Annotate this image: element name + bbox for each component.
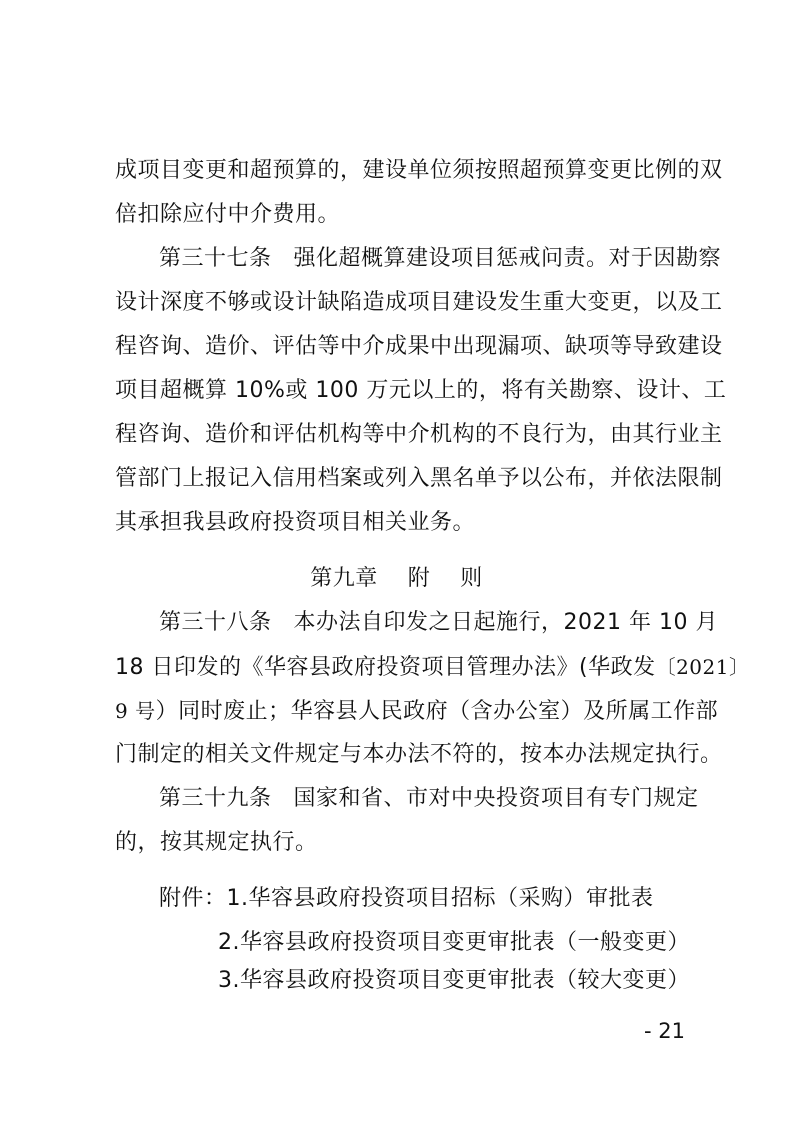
chapter-title-char-1: 附 — [407, 566, 431, 591]
article-39-text: 国家和省、市对中央投资项目有专门规定 — [293, 786, 699, 811]
attachment-item-2: 2.华容县政府投资项目变更审批表（一般变更） — [218, 930, 690, 955]
article-37-first-line — [159, 244, 722, 274]
body-text-line — [115, 652, 750, 683]
article-38-text: 18 日印发的《华容县政府投资项目管理办法》(华政发 — [115, 655, 656, 680]
page-number: - 21 — [644, 1019, 685, 1043]
article-38-label: 第三十八条 — [159, 610, 272, 635]
body-text-line: 设计深度不够或设计缺陷造成项目建设发生重大变更，以及工 — [115, 290, 723, 315]
body-text-line: 程咨询、造价和评估机构等中介机构的不良行为，由其行业主 — [115, 422, 723, 447]
document-number-seq: 9 号 — [115, 699, 156, 723]
body-text-line: 程咨询、造价、评估等中介成果中出现漏项、缺项等导致建设 — [115, 334, 723, 359]
body-text-line: 其承担我县政府投资项目相关业务。 — [115, 510, 476, 535]
attachment-item-3: 3.华容县政府投资项目变更审批表（较大变更） — [218, 968, 690, 993]
document-number-year: 〔2021〕 — [655, 655, 750, 679]
body-text-line: 倍扣除应付中介费用。 — [115, 202, 341, 227]
article-37-label: 第三十七条 — [159, 246, 272, 271]
body-text-line — [115, 696, 719, 727]
body-text-line: 项目超概算 10%或 100 万元以上的，将有关勘察、设计、工 — [115, 378, 727, 403]
attachments-label: 附件： — [159, 886, 227, 911]
body-text-line: 管部门上报记入信用档案或列入黑名单予以公布，并依法限制 — [115, 466, 723, 491]
chapter-number: 第九章 — [310, 566, 378, 591]
chapter-title-char-2: 则 — [460, 566, 483, 591]
body-text-line: 的，按其规定执行。 — [115, 830, 318, 855]
attachments-list — [159, 884, 654, 914]
chapter-heading — [0, 564, 793, 594]
article-38-text: ）同时废止；华容县人民政府（含办公室）及所属工作部 — [155, 699, 719, 724]
body-text-line: 门制定的相关文件规定与本办法不符的，按本办法规定执行。 — [115, 742, 723, 767]
article-39-label: 第三十九条 — [159, 786, 272, 811]
article-37-text: 强化超概算建设项目惩戒问责。对于因勘察 — [293, 246, 722, 271]
article-38-first-line — [159, 608, 718, 638]
body-text-line: 成项目变更和超预算的，建设单位须按照超预算变更比例的双 — [115, 158, 723, 183]
attachment-item-1: 1.华容县政府投资项目招标（采购）审批表 — [226, 886, 654, 911]
article-39-first-line — [159, 784, 699, 814]
article-38-text: 本办法自印发之日起施行，2021 年 10 月 — [293, 610, 718, 635]
